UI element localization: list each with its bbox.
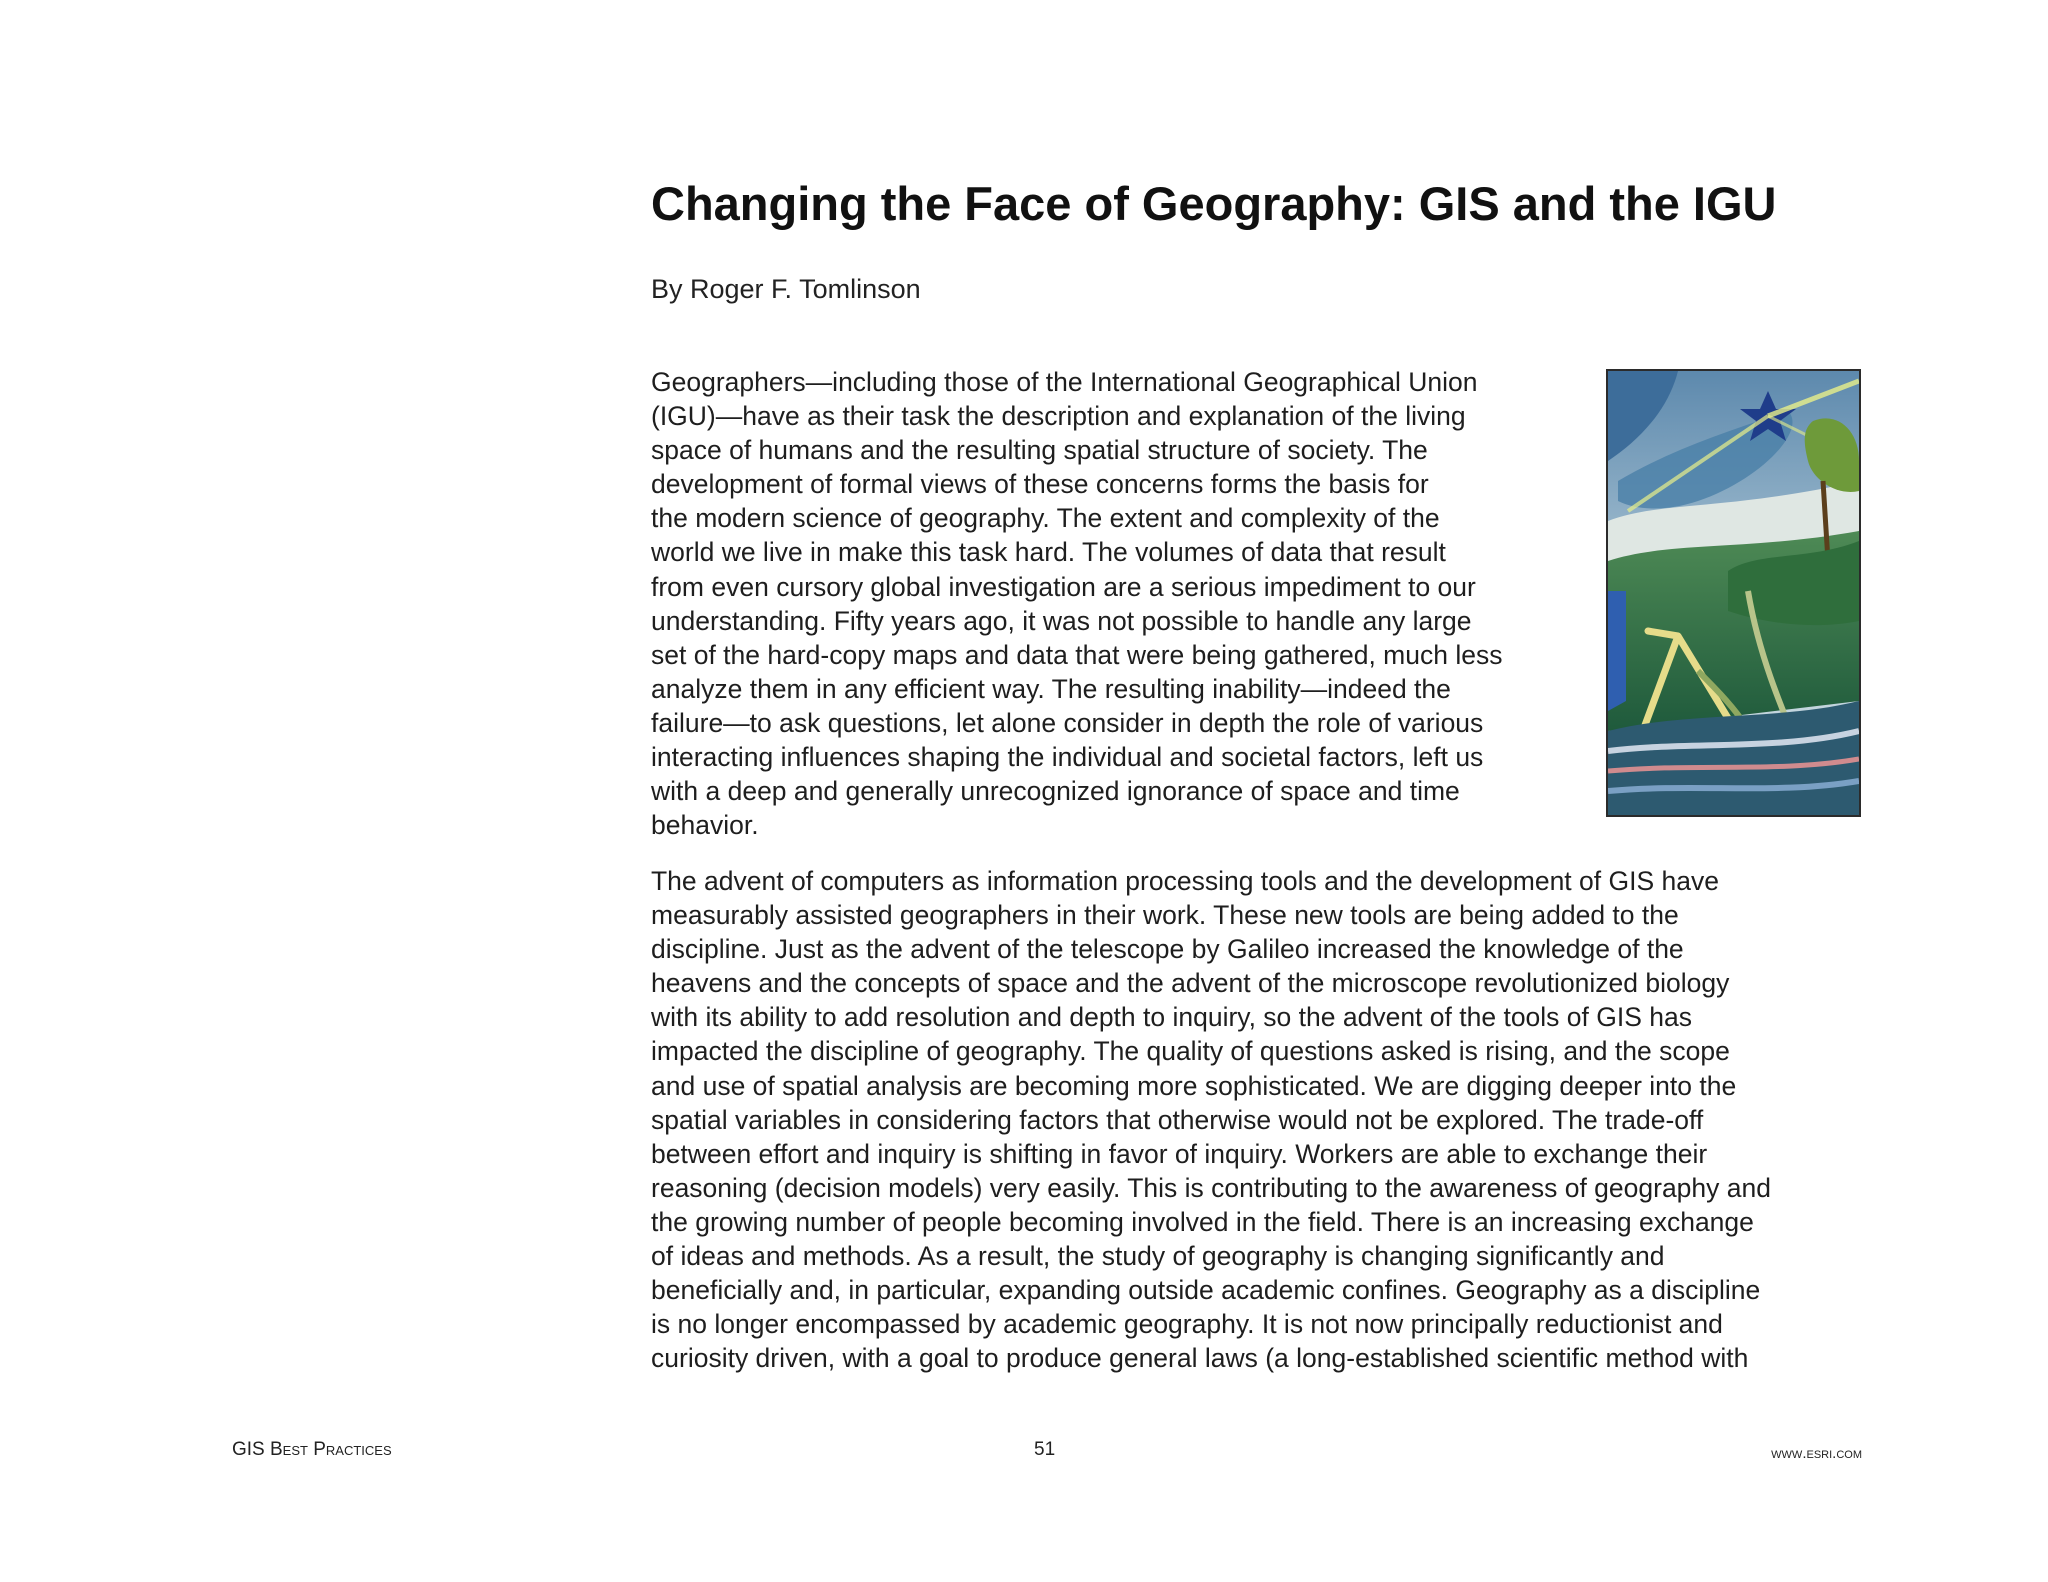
text-line: curiosity driven, with a goal to produce general laws (a long-established scientific method with: [651, 1343, 1749, 1374]
text-line: development of formal views of these concerns forms the basis for: [651, 469, 1429, 500]
text-line: is no longer encompassed by academic geography. It is not now principally reductionist and: [651, 1309, 1723, 1340]
text-line: from even cursory global investigation are a serious impediment to our: [651, 571, 1476, 602]
text-line: world we live in make this task hard. The volumes of data that result: [651, 537, 1446, 568]
text-line: of ideas and methods. As a result, the study of geography is changing significantly and: [651, 1241, 1665, 1272]
text-line: spatial variables in considering factors that otherwise would not be explored. The trade-off: [651, 1104, 1704, 1135]
body-paragraph: [651, 864, 1771, 1375]
text-line: measurably assisted geographers in their work. These new tools are being added to the: [651, 900, 1679, 931]
text-line: behavior.: [651, 810, 759, 841]
page-title: Changing the Face of Geography: GIS and the IGU: [651, 177, 1777, 230]
text-line: The advent of computers as information processing tools and the development of GIS have: [651, 866, 1719, 896]
text-line: and use of spatial analysis are becoming more sophisticated. We are digging deeper into the: [651, 1070, 1737, 1101]
text-line: (IGU)—have as their task the description and explanation of the living: [651, 401, 1466, 432]
footer-website: www.esri.com: [1771, 1445, 1862, 1462]
text-line: interacting influences shaping the individual and societal factors, left us: [651, 742, 1484, 773]
text-line: Geographers—including those of the International Geographical Union: [651, 367, 1478, 397]
footer-publication-title: GIS Best Practices: [232, 1439, 392, 1460]
text-line: with a deep and generally unrecognized ignorance of space and time: [651, 776, 1460, 807]
text-line: heavens and the concepts of space and the advent of the microscope revolutionized biology: [651, 968, 1730, 999]
text-line: between effort and inquiry is shifting in favor of inquiry. Workers are able to exchange their: [651, 1138, 1708, 1169]
text-line: impacted the discipline of geography. The quality of questions asked is rising, and the scope: [651, 1036, 1730, 1067]
text-line: space of humans and the resulting spatial structure of society. The: [651, 435, 1428, 466]
text-line: failure—to ask questions, let alone consider in depth the role of various: [651, 707, 1484, 738]
text-line: with its ability to add resolution and depth to inquiry, so the advent of the tools of GIS has: [651, 1002, 1692, 1033]
text-line: reasoning (decision models) very easily. This is contributing to the awareness of geography and: [651, 1172, 1771, 1203]
text-line: set of the hard-copy maps and data that were being gathered, much less: [651, 639, 1503, 670]
text-line: beneficially and, in particular, expanding outside academic confines. Geography as a discipline: [651, 1275, 1761, 1306]
text-line: understanding. Fifty years ago, it was not possible to handle any large: [651, 605, 1472, 636]
footer-page-number: 51: [1034, 1439, 1056, 1460]
intro-paragraph: [651, 365, 1502, 842]
author-byline: By Roger F. Tomlinson: [651, 274, 921, 304]
text-line: the modern science of geography. The extent and complexity of the: [651, 503, 1440, 534]
text-line: analyze them in any efficient way. The resulting inability—indeed the: [651, 673, 1451, 704]
text-line: discipline. Just as the advent of the telescope by Galileo increased the knowledge of the: [651, 934, 1684, 965]
painting-illustration: [1606, 369, 1861, 817]
text-line: the growing number of people becoming involved in the field. There is an increasing exchange: [651, 1206, 1754, 1237]
